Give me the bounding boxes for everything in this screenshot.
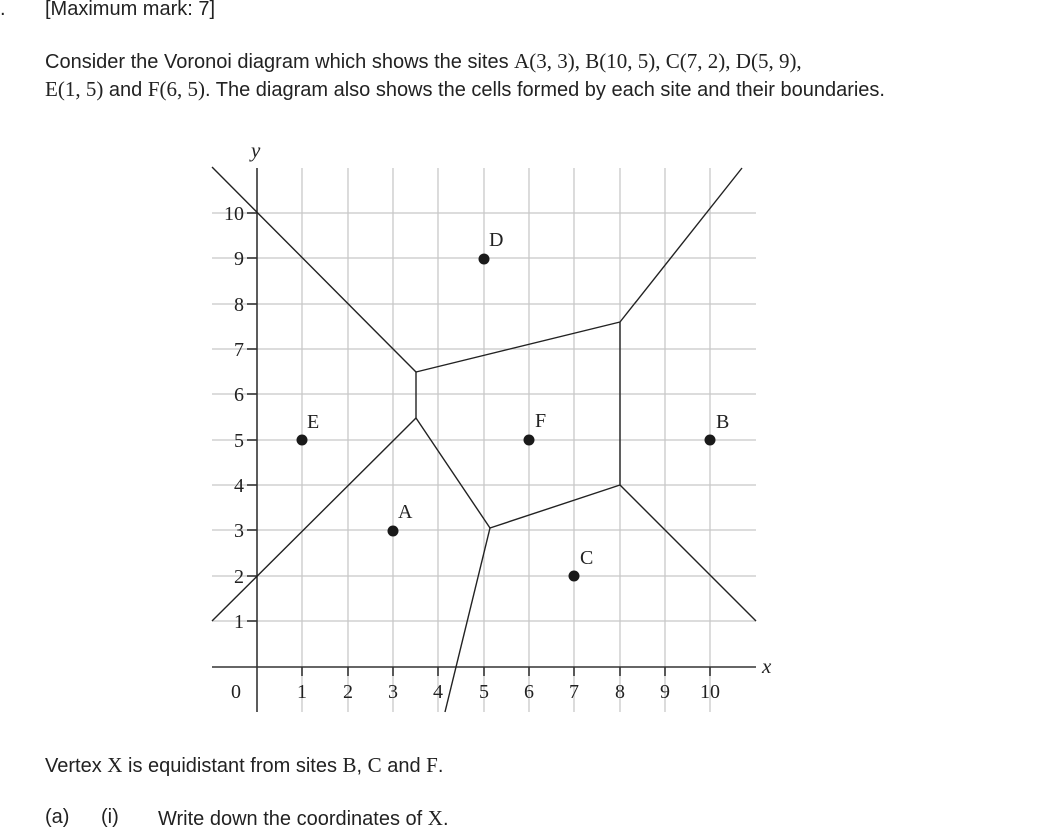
site-f-label: F: [535, 410, 547, 432]
svg-text:8: 8: [234, 294, 244, 316]
y-tick-labels: [224, 203, 244, 633]
site-a-point: [388, 526, 399, 537]
svg-text:10: 10: [700, 681, 720, 703]
svg-text:6: 6: [234, 384, 244, 406]
part-label: (a): [45, 806, 70, 828]
svg-text:9: 9: [234, 248, 244, 270]
x-axis-label: x: [762, 654, 772, 678]
site-f: F(6, 5): [147, 77, 205, 101]
svg-text:9: 9: [660, 681, 670, 703]
sites-list: A(3, 3), B(10, 5), C(7, 2), D(5, 9),: [514, 49, 802, 73]
svg-text:2: 2: [234, 566, 244, 588]
site-b-point: [705, 435, 716, 446]
vertex-statement: Vertex X is equidistant from sites B, C and F.: [45, 753, 444, 777]
site-d-point: [479, 254, 490, 265]
svg-text:5: 5: [234, 430, 244, 452]
x-tick-labels: [231, 681, 720, 703]
maximum-mark: [Maximum mark: 7]: [45, 0, 216, 20]
site-c-label: C: [580, 547, 594, 569]
intro-line-1: Consider the Voronoi diagram which shows the sites A(3, 3), B(10, 5), C(7, 2), D(5, 9),: [45, 49, 802, 73]
site-d-label: D: [489, 229, 504, 251]
svg-text:4: 4: [234, 475, 244, 497]
intro-line-2: E(1, 5) and F(6, 5). The diagram also shows the cells formed by each site and their boundaries.: [45, 77, 885, 101]
svg-text:1: 1: [297, 681, 307, 703]
svg-text:3: 3: [388, 681, 398, 703]
question-bullet: .: [0, 0, 6, 20]
svg-text:6: 6: [524, 681, 534, 703]
svg-text:7: 7: [234, 339, 244, 361]
site-a-label: A: [398, 501, 413, 523]
site-e: E(1, 5): [45, 77, 104, 101]
site-b-label: B: [716, 411, 730, 433]
svg-text:3: 3: [234, 520, 244, 542]
site-c-point: [569, 571, 580, 582]
svg-text:10: 10: [224, 203, 244, 225]
site-e-label: E: [307, 411, 320, 433]
svg-text:8: 8: [615, 681, 625, 703]
subpart-label: (i): [101, 806, 119, 828]
svg-text:2: 2: [343, 681, 353, 703]
y-axis-label: y: [251, 138, 261, 162]
svg-text:4: 4: [433, 681, 443, 703]
site-e-point: [297, 435, 308, 446]
svg-text:5: 5: [479, 681, 489, 703]
origin-label: 0: [231, 681, 241, 703]
svg-text:7: 7: [569, 681, 579, 703]
question-text: Write down the coordinates of X.: [158, 806, 449, 830]
vertex-x: X: [107, 753, 123, 777]
svg-text:1: 1: [234, 611, 244, 633]
site-f-point: [524, 435, 535, 446]
